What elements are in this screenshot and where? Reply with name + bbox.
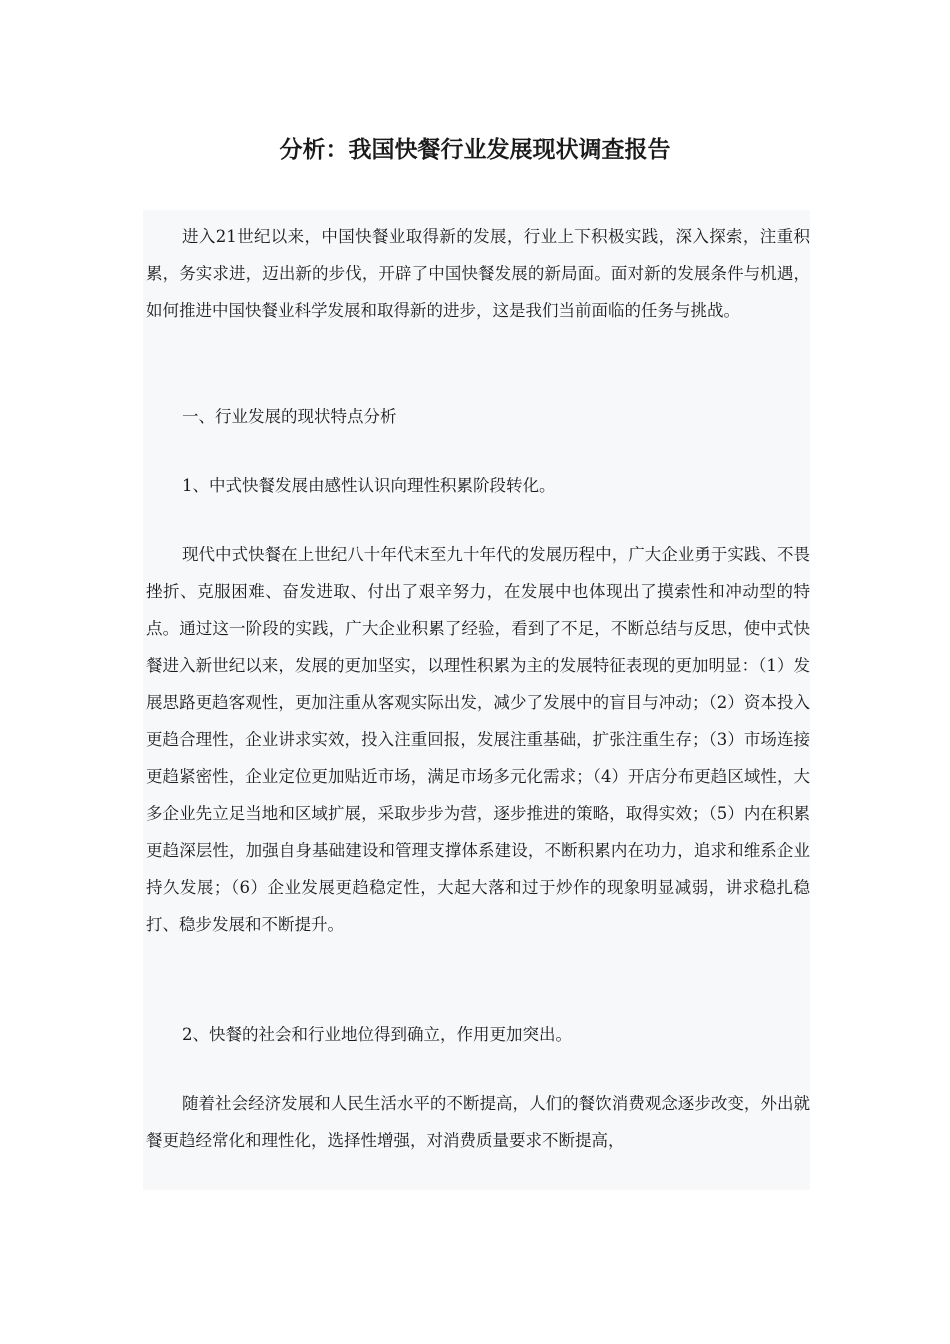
subsection-heading-2: 2、快餐的社会和行业地位得到确立，作用更加突出。: [182, 1025, 572, 1044]
subsection-1-paragraph: 现代中式快餐在上世纪八十年代末至九十年代的发展历程中，广大企业勇于实践、不畏挫折、克服困难、奋发进取、付出了艰辛努力，在发展中也体现出了摸索性和冲动型的特点。通过这一阶段的实践，广大企业积累了经验，看到了不足，不断总结与反思，使中式快餐进入新世纪以来，发展的更加坚实，以理性积累为主的发展特征表现的更加明显：（1）发展思路更趋客观性，更加注重从客观实际出发，减少了发展中的盲目与冲动；（2）资本投入更趋合理性，企业讲求实效，投入注重回报，发展注重基础，扩张注重生存；（3）市场连接更趋紧密性，企业定位更加贴近市场，满足市场多元化需求；（4）开店分布更趋区域性，大多企业先立足当地和区域扩展，采取步步为营，逐步推进的策略，取得实效；（5）内在积累更趋深层性，加强自身基础建设和管理支撑体系建设，不断积累内在功力，追求和维系企业持久发展；（6）企业发展更趋稳定性，大起大落和过于炒作的现象明显减弱，讲求稳扎稳打、稳步发展和不断提升。: [146, 545, 810, 934]
document-title: 分析：我国快餐行业发展现状调查报告: [279, 137, 671, 163]
intro-paragraph: 进入21世纪以来，中国快餐业取得新的发展，行业上下积极实践，深入探索，注重积累，务实求进，迈出新的步伐，开辟了中国快餐发展的新局面。面对新的发展条件与机遇，如何推进中国快餐业科学发展和取得新的进步，这是我们当前面临的任务与挑战。: [146, 227, 810, 320]
section-heading-1: 一、行业发展的现状特点分析: [182, 407, 397, 426]
subsection-heading-1: 1、中式快餐发展由感性认识向理性积累阶段转化。: [182, 476, 556, 495]
subsection-2-paragraph: 随着社会经济发展和人民生活水平的不断提高，人们的餐饮消费观念逐步改变，外出就餐更趋经常化和理性化，选择性增强，对消费质量要求不断提高，: [146, 1094, 810, 1150]
